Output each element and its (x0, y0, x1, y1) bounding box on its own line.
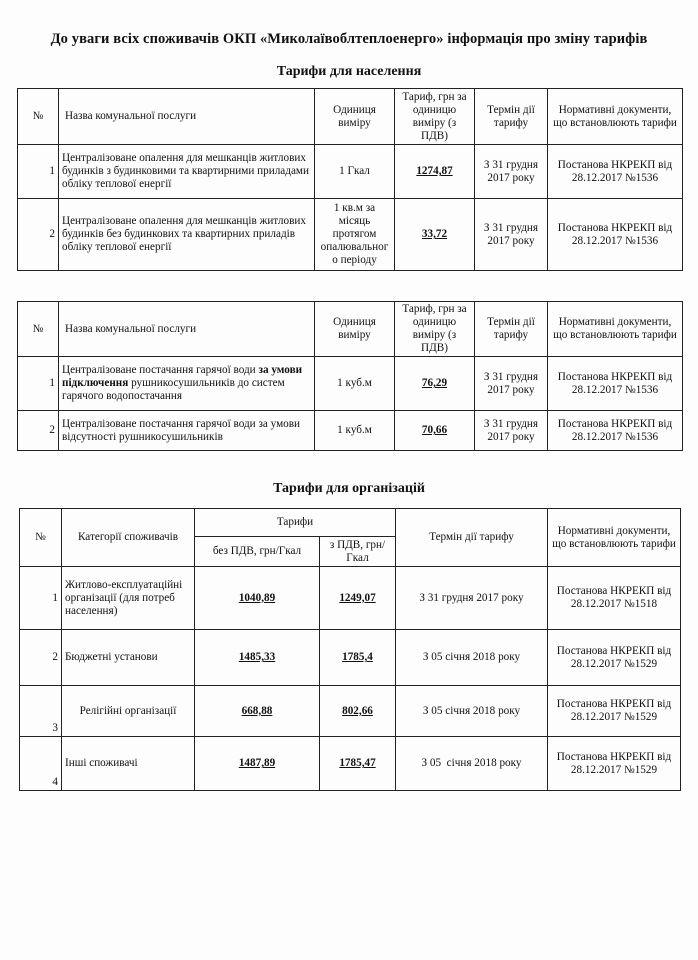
row-unit: 1 куб.м (315, 357, 395, 411)
row-category: Релігійні організації (62, 686, 195, 737)
row-documents: Постанова НКРЕКП від 28.12.2017 №1536 (548, 411, 683, 451)
row-documents: Постанова НКРЕКП від 28.12.2017 №1518 (548, 567, 681, 630)
header-service-name: Назва комунальної послуги (59, 302, 315, 357)
row-number: 1 (18, 357, 59, 411)
header-no-vat: без ПДВ, грн/Гкал (195, 537, 320, 567)
row-no-vat-value: 1485,33 (238, 651, 276, 663)
table-row (18, 145, 683, 199)
header-tariff: Тариф, грн за одиницю виміру (з ПДВ) (395, 89, 475, 145)
row-term: З 31 грудня 2017 року (475, 411, 548, 451)
table-row (18, 199, 683, 271)
row-number: 3 (20, 686, 62, 737)
row-unit: 1 Гкал (315, 145, 395, 199)
row-no-vat-value: 1487,89 (238, 757, 276, 769)
row-term: З 31 грудня 2017 року (475, 357, 548, 411)
row-unit: 1 кв.м за місяць протягом опалювальног о періоду (315, 199, 395, 271)
row-documents: Постанова НКРЕКП від 28.12.2017 №1529 (548, 686, 681, 737)
row-term: З 31 грудня 2017 року (475, 145, 548, 199)
row-no-vat-value: 668,88 (241, 704, 273, 717)
row-term: З 05 січня 2018 року (396, 686, 548, 737)
row-service-name: Централізоване опалення для мешканців житлових будинків з будинковими та квартирними приладами обліку теплової енергії (59, 145, 315, 199)
row-documents: Постанова НКРЕКП від 28.12.2017 №1536 (548, 145, 683, 199)
header-tariffs: Тарифи (195, 509, 396, 537)
row-term: З 05 січня 2018 року (396, 737, 548, 791)
row-documents: Постанова НКРЕКП від 28.12.2017 №1536 (548, 199, 683, 271)
header-documents: Нормативні документи, що встановлюють тарифи (548, 302, 683, 357)
table-row (20, 737, 681, 791)
header-with-vat: з ПДВ, грн/Гкал (320, 537, 396, 567)
row-service-name: Централізоване постачання гарячої води за умови відсутності рушникосушильників (59, 411, 315, 451)
table-row (20, 567, 681, 630)
row-with-vat-value: 1785,47 (339, 757, 376, 769)
row-service-name (59, 357, 315, 411)
row-service-name: Централізоване опалення для мешканців житлових будинків без будинкових та квартирних приладів обліку теплової енергії (59, 199, 315, 271)
row-number: 4 (20, 737, 62, 791)
document-title: До уваги всіх споживачів ОКП «Миколаївоблтеплоенерго» інформація про зміну тарифів (50, 31, 648, 47)
table-row (20, 630, 681, 686)
table-row (20, 686, 681, 737)
row-number: 1 (20, 567, 62, 630)
table-header-row (18, 302, 683, 357)
row-documents: Постанова НКРЕКП від 28.12.2017 №1529 (548, 630, 681, 686)
organizations-table (19, 508, 681, 791)
row-documents: Постанова НКРЕКП від 28.12.2017 №1536 (548, 357, 683, 411)
row-number: 2 (18, 411, 59, 451)
population-section-title: Тарифи для населення (276, 64, 422, 79)
row-no-vat-value: 1040,89 (238, 591, 276, 604)
table-row (18, 411, 683, 451)
row-tariff-value: 1274,87 (416, 165, 453, 177)
row-category: Інші споживачі (62, 737, 195, 791)
table-header-row (18, 89, 683, 145)
population-heating-table (17, 88, 683, 271)
row-number: 1 (18, 145, 59, 199)
header-term: Термін дії тарифу (475, 89, 548, 145)
row-term: З 05 січня 2018 року (396, 630, 548, 686)
table-row (18, 357, 683, 411)
header-documents: Нормативні документи, що встановлюють тарифи (548, 509, 681, 567)
header-tariff: Тариф, грн за одиницю виміру (з ПДВ) (395, 302, 475, 357)
row-unit: 1 куб.м (315, 411, 395, 451)
population-hot-water-table (17, 301, 683, 451)
row-tariff-value: 76,29 (421, 377, 448, 389)
row-category: Житлово-експлуатаційні організації (для потреб населення) (62, 567, 195, 630)
row-number: 2 (18, 199, 59, 271)
service-name-text: рушникосушильників до систем гарячого водопостачання (62, 377, 285, 402)
header-category: Категорії споживачів (62, 509, 195, 567)
header-term: Термін дії тарифу (396, 509, 548, 567)
row-documents: Постанова НКРЕКП від 28.12.2017 №1529 (548, 737, 681, 791)
row-tariff-value: 70,66 (421, 424, 448, 436)
header-number: № (20, 509, 62, 567)
header-service-name: Назва комунальної послуги (59, 89, 315, 145)
row-category: Бюджетні установи (62, 630, 195, 686)
header-documents: Нормативні документи, що встановлюють тарифи (548, 89, 683, 145)
row-term: З 31 грудня 2017 року (396, 567, 548, 630)
organizations-section-title: Тарифи для організацій (273, 481, 425, 496)
header-term: Термін дії тарифу (475, 302, 548, 357)
header-unit: Одиниця виміру (315, 89, 395, 145)
row-number: 2 (20, 630, 62, 686)
service-name-text: Централізоване постачання гарячої води (62, 364, 259, 376)
header-number: № (18, 302, 59, 357)
row-tariff-value: 33,72 (421, 228, 448, 240)
row-with-vat-value: 802,66 (342, 704, 373, 717)
header-number: № (18, 89, 59, 145)
row-term: З 31 грудня 2017 року (475, 199, 548, 271)
service-name-emphasis: за умови підключення (62, 364, 303, 389)
row-with-vat-value: 1249,07 (339, 591, 376, 604)
row-with-vat-value: 1785,4 (342, 651, 373, 663)
table-header-row (20, 509, 681, 537)
header-unit: Одиниця виміру (315, 302, 395, 357)
